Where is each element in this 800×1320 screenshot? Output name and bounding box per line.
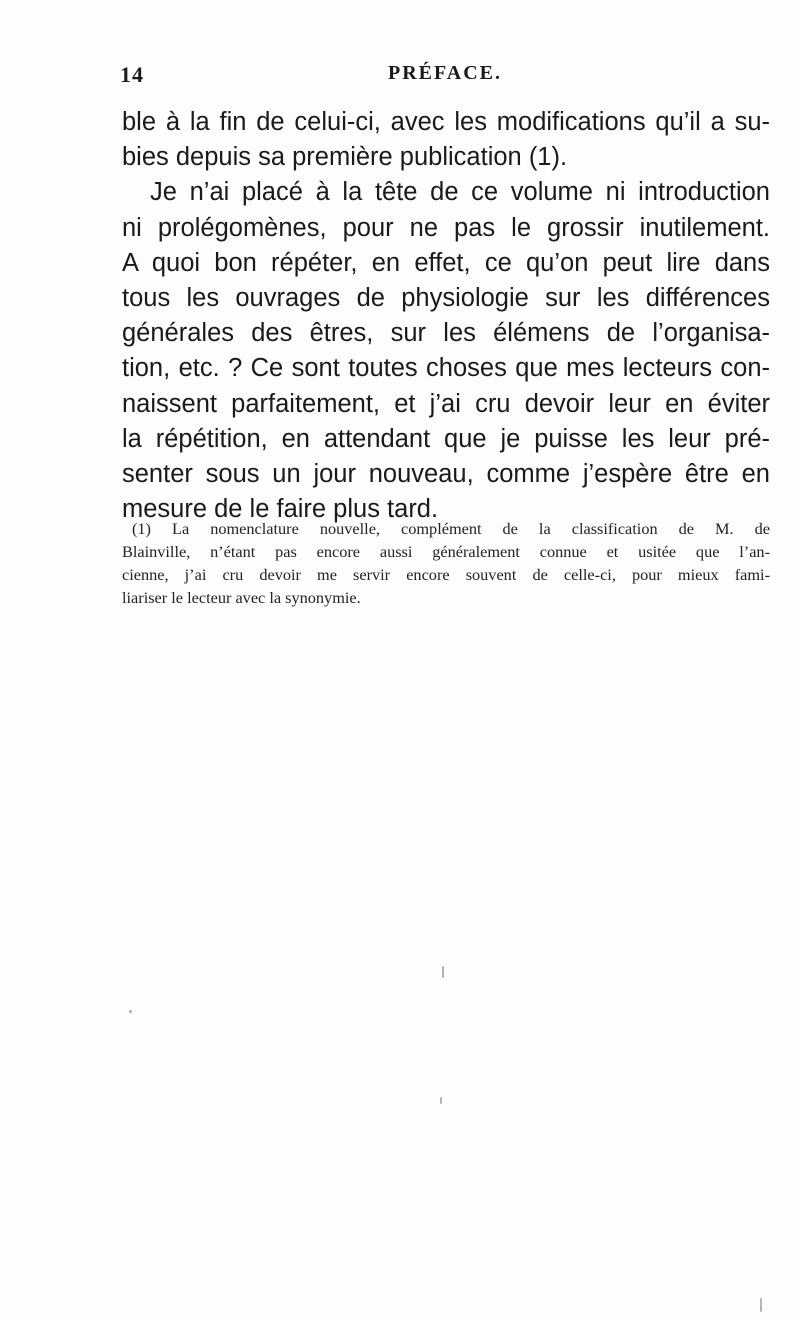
text-line: la répétition, en attendant que je puisse les leur pré- (122, 424, 770, 453)
text-line: tous les ouvrages de physiologie sur les différences (122, 284, 770, 313)
page-number: 14 (120, 62, 144, 87)
text-line: mesure de le faire plus tard. (122, 495, 439, 524)
text-line: générales des êtres, sur les élémens de l’organisa- (122, 319, 770, 348)
page-header (120, 62, 770, 92)
text-line: bies depuis sa première publication (1). (122, 143, 568, 172)
footnote-line: Blainville, n’étant pas encore aussi généralement connue et usitée que l’an- (122, 542, 770, 561)
paper-speck (760, 1298, 762, 1312)
footnote-line: (1) La nomenclature nouvelle, complément de la classification de M. de (132, 519, 770, 538)
text-line: senter sous un jour nouveau, comme j’espère être en (122, 460, 770, 489)
footnote (122, 517, 770, 609)
text-line: A quoi bon répéter, en effet, ce qu’on peut lire dans (122, 248, 770, 277)
text-line: ni prolégomènes, pour ne pas le grossir inutilement. (122, 213, 770, 242)
footnote-line: liariser le lecteur avec la synonymie. (122, 588, 361, 607)
text-line: naissent parfaitement, et j’ai cru devoir leur en éviter (122, 389, 770, 418)
text-line: tion, etc. ? Ce sont toutes choses que mes lecteurs con- (122, 354, 770, 383)
body-text (122, 105, 770, 527)
text-line: Je n’ai placé à la tête de ce volume ni introduction (150, 178, 770, 207)
running-head: PRÉFACE. (388, 62, 502, 84)
footnote-line: cienne, j’ai cru devoir me servir encore souvent de celle-ci, pour mieux fami- (122, 565, 770, 584)
paper-speck (440, 1097, 442, 1104)
text-line: ble à la fin de celui-ci, avec les modifications qu’il a su- (122, 108, 770, 136)
paper-speck (129, 1010, 132, 1013)
paper-speck (442, 966, 444, 978)
